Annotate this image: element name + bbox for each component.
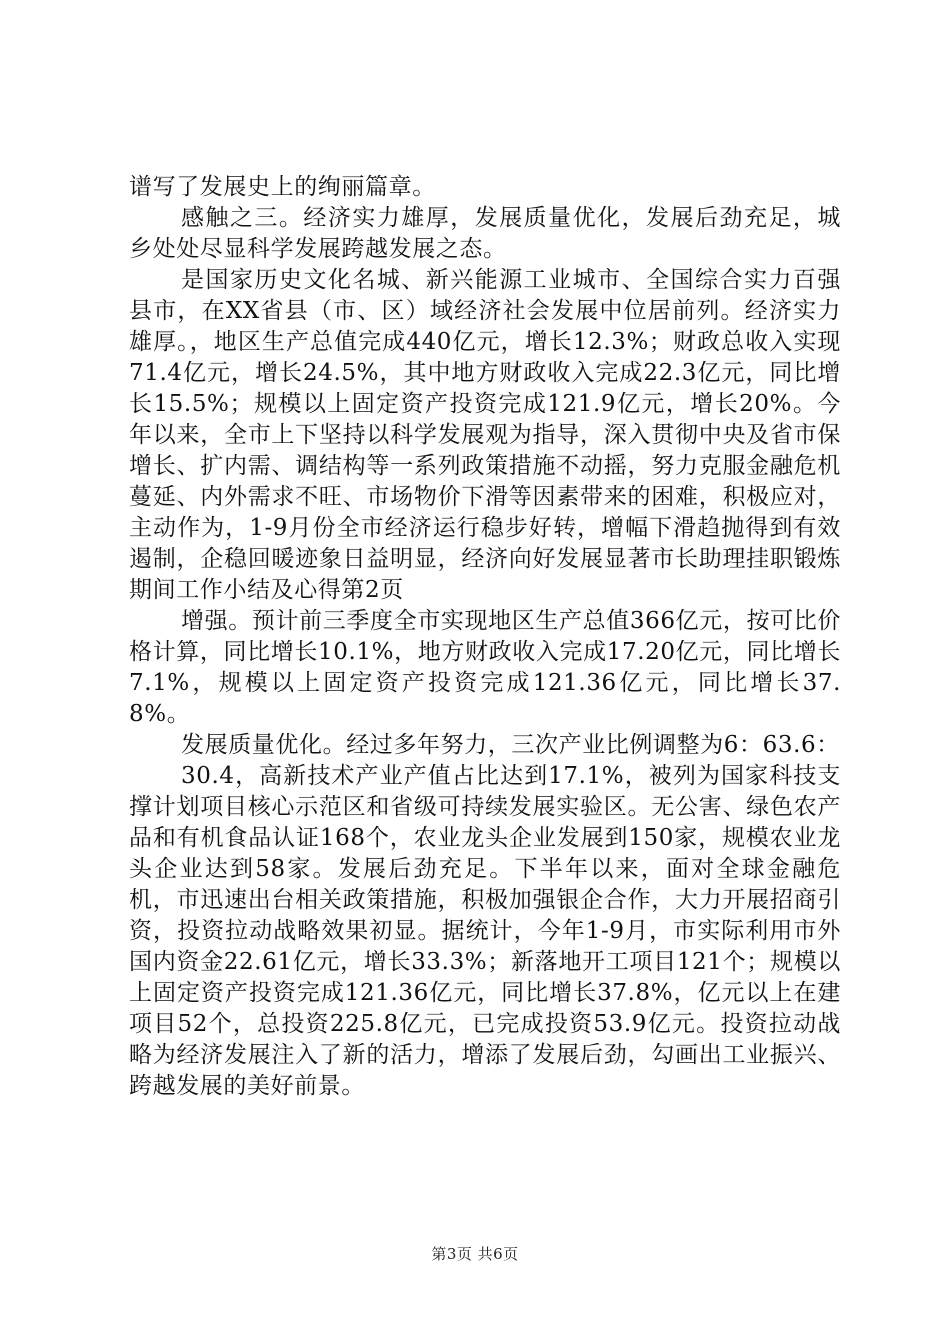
paragraph: 谱写了发展史上的绚丽篇章。 (129, 174, 436, 200)
paragraph: 是国家历史文化名城、新兴能源工业城市、全国综合实力百强县市，在XX省县（市、区）域经济社会发展中位居前列。经济实力雄厚。，地区生产总值完成440亿元，增长12.3%；财政总收入实现71.4亿元，增长24.5%，其中地方财政收入完成22.3亿元，同比增长15.5%；规模以上固定资产投资完成121.9亿元，增长20%。今年以来，全市上下坚持以科学发展观为指导，深入贯彻中央及省市保增长、扩内需、调结构等一系列政策措施不动摇，努力克服金融危机蔓延、内外需求不旺、市场物价下滑等因素带来的困难，积极应对，主动作为，1-9月份全市经济运行稳步好转，增幅下滑趋抛得到有效遏制，企稳回暖迹象日益明显，经济向好发展显著市长助理挂职锻炼期间工作小结及心得第2页 (129, 267, 841, 603)
document-body (129, 172, 841, 1102)
paragraph: 30.4，高新技术产业产值占比达到17.1%，被列为国家科技支撑计划项目核心示范区和省级可持续发展实验区。无公害、绿色农产品和有机食品认证168个，农业龙头企业发展到150家，规模农业龙头企业达到58家。发展后劲充足。下半年以来，面对全球金融危机，市迅速出台相关政策措施，积极加强银企合作，大力开展招商引资，投资拉动战略效果初显。据统计，今年1-9月，市实际利用市外国内资金22.61亿元，增长33.3%；新落地开工项目121个；规模以上固定资产投资完成121.36亿元，同比增长37.8%，亿元以上在建项目52个，总投资225.8亿元，已完成投资53.9亿元。投资拉动战略为经济发展注入了新的活力，增添了发展后劲，勾画出工业振兴、跨越发展的美好前景。 (129, 763, 841, 1099)
paragraph: 感触之三。经济实力雄厚，发展质量优化，发展后劲充足，城乡处处尽显科学发展跨越发展之态。 (129, 205, 841, 262)
paragraph: 发展质量优化。经过多年努力，三次产业比例调整为6：63.6： (181, 732, 840, 758)
paragraph: 增强。预计前三季度全市实现地区生产总值366亿元，按可比价格计算，同比增长10.1%，地方财政收入完成17.20亿元，同比增长7.1%，规模以上固定资产投资完成121.36亿元，同比增长37.8%。 (129, 608, 841, 727)
page-number-footer: 第3页 共6页 (431, 1245, 519, 1263)
